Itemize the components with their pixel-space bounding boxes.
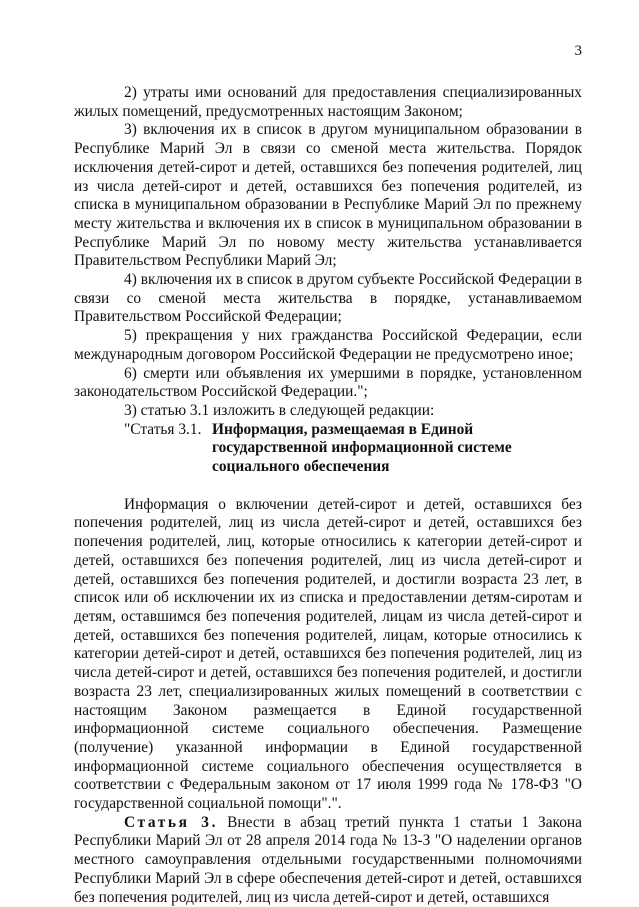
item-2-loss-of-grounds: 2) утраты ими оснований для предоставления специализированных жилых помещений, предусмотренных настоящим Законом; [74, 84, 582, 120]
item-3-inclusion-other-municipality: 3) включения их в список в другом муниципальном образовании в Республике Марий Эл в связи со сменой места жительства. Порядок исключения детей-сирот и детей, оставшихся без попечения родителей, лиц из числа детей-сирот и детей, оставшихся без попечения родителей, из списка в муниципальном образовании в Республике Марий Эл по прежнему месту жительства и включения их в список в муниципальном образовании в Республике Марий Эл по новому месту жительства устанавливается Правительством Республики Марий Эл; [74, 121, 582, 270]
article-3-text: Внести в абзац третий пункта 1 статьи 1 Закона Республики Марий Эл от 28 апреля 2014 года № 13-З "О наделении органов местного самоуправления отдельными государственными полномочиями Республики Марий Эл в сфере обеспечения детей-сирот и детей, оставшихся без попечения родителей, лиц из числа детей-сирот и детей, оставшихся [74, 813, 582, 906]
amendment-3-intro: 3) статью 3.1 изложить в следующей редакции: [124, 401, 435, 419]
page-number: 3 [574, 43, 582, 59]
article-3-label: Статья 3. [124, 813, 219, 831]
item-6-death: 6) смерти или объявления их умершими в порядке, установленном законодательством Российской Федерации."; [74, 364, 582, 401]
document-body [74, 84, 582, 907]
article-3-1-heading [74, 421, 582, 477]
item-5-citizenship-termination: 5) прекращения у них гражданства Российской Федерации, если международным договором Российской Федерации не предусмотрено иное; [74, 327, 582, 363]
spacer [74, 477, 582, 496]
article-3-1-text: Информация о включении детей-сирот и детей, оставшихся без попечения родителей, лиц из числа детей-сирот и детей, оставшихся без попечения родителей, лиц, которые относились к категории детей-сирот и детей, оставшихся без попечения родителей, лиц из числа детей-сирот и детей, оставшихся без попечения родителей, и достигли возраста 23 лет, в список или об исключении их из списка и предоставлении детям-сиротам и детям, оставшимся без попечения родителей, лицам из числа детей-сирот и детей, оставшихся без попечения родителей, лицам, которые относились к категории детей-сирот и детей, оставшихся без попечения родителей, лиц из числа детей-сирот и детей, оставшихся без попечения родителей, и достигли возраста 23 лет, специализированных жилых помещений в соответствии с настоящим Законом размещается в Единой государственной информационной системе социального обеспечения. Размещение (получение) указанной информации в Единой государственной информационной системе социального обеспечения осуществляется в соответствии с Федеральным законом от 17 июля 1999 года № 178-ФЗ "О государственной социальной помощи".". [74, 495, 582, 813]
article-3-1-label: "Статья 3.1. [124, 420, 202, 438]
item-4-inclusion-other-subject: 4) включения их в список в другом субъекте Российской Федерации в связи со сменой места жительства в порядке, устанавливаемом Правительством Российской Федерации; [74, 271, 582, 326]
article-3-1-title: Информация, размещаемая в Единой государственной информационной системе социального обеспечения [212, 420, 512, 476]
article-3-paragraph [74, 814, 582, 907]
